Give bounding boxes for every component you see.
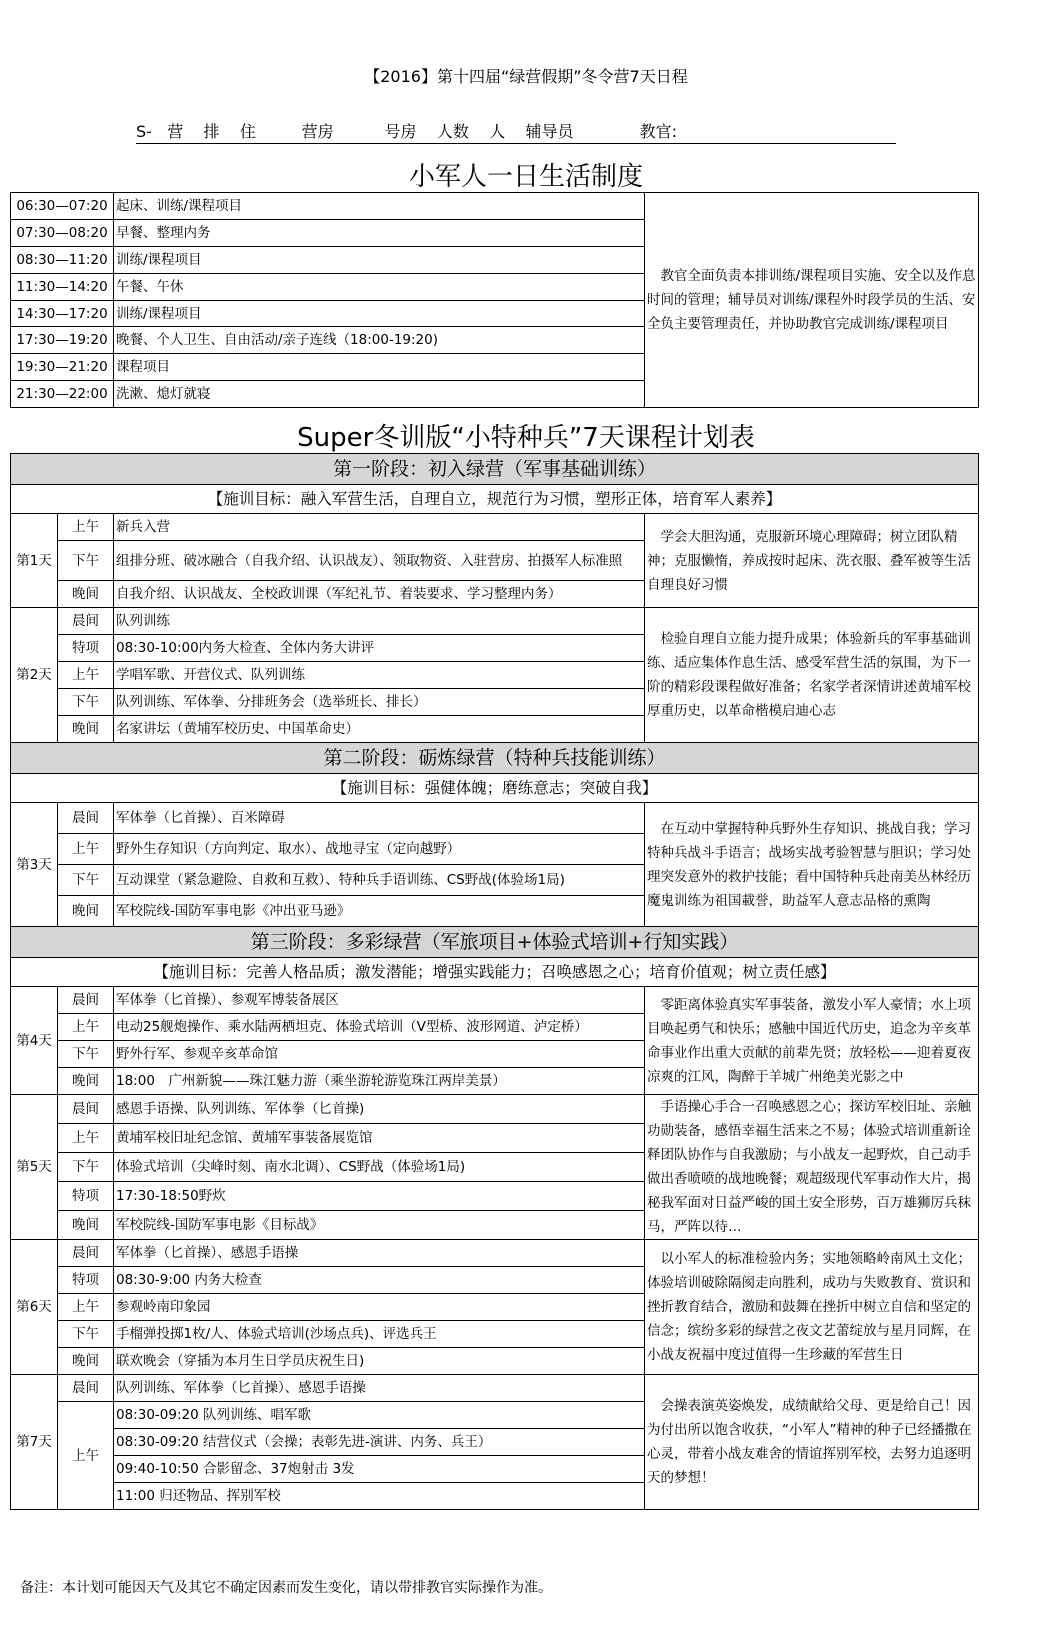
schedule-activity: 训练/课程项目: [114, 300, 645, 327]
slot-label: 晚间: [58, 896, 114, 927]
slot-label: 晚间: [58, 716, 114, 743]
schedule-time: 19:30—21:20: [11, 354, 114, 381]
plan-activity: 组排分班、破冰融合（自我介绍、认识战友）、领取物资、入驻营房、拍摄军人标准照: [114, 541, 645, 581]
plan-activity: 互动课堂（紧急避险、自救和互救）、特种兵手语训练、CS野战(体验场1局): [114, 865, 645, 896]
plan-activity: 队列训练: [114, 608, 645, 635]
slot-label: 上午: [58, 1402, 114, 1510]
slot-label: 特项: [58, 1267, 114, 1294]
slot-label: 晚间: [58, 581, 114, 608]
plan-row: [11, 987, 979, 1014]
day-description: 以小军人的标准检验内务；实地领略岭南风土文化；体验培训破除隔阂走向胜利，成功与失败教育、赏识和挫折教育结合，激励和鼓舞在挫折中树立自信和坚定的信念；缤纷多彩的绿营之夜文艺蕾绽放与星月同辉，在小战友祝福中度过值得一生珍藏的军营生日: [645, 1240, 979, 1375]
plan-row: [11, 1095, 979, 1124]
day-label: 第5天: [11, 1095, 58, 1240]
schedule-time: 17:30—19:20: [11, 327, 114, 354]
day-description: 检验自理自立能力提升成果；体验新兵的军事基础训练、适应集体作息生活、感受军营生活的氛围，为下一阶的精彩段课程做好准备；名家学者深情讲述黄埔军校厚重历史，以革命楷模启迪心志: [645, 608, 979, 743]
plan-activity: 野外生存知识（方向判定、取水）、战地寻宝（定向越野）: [114, 834, 645, 865]
plan-activity: 感恩手语操、队列训练、军体拳（匕首操): [114, 1095, 645, 1124]
day-label: 第3天: [11, 803, 58, 927]
schedule-time: 08:30—11:20: [11, 246, 114, 273]
schedule-time: 07:30—08:20: [11, 219, 114, 246]
plan-row: [11, 608, 979, 635]
plan-activity: 17:30-18:50野炊: [114, 1182, 645, 1211]
course-plan-table: [10, 453, 979, 1510]
slot-label: 下午: [58, 541, 114, 581]
day-description: 零距离体验真实军事装备，激发小军人豪情；水上项目唤起勇气和快乐；感触中国近代历史，追念为辛亥革命事业作出重大贡献的前辈先贤；放轻松——迎着夏夜凉爽的江风，陶醉于羊城广州绝美光影之中: [645, 987, 979, 1095]
plan-activity: 新兵入营: [114, 514, 645, 541]
schedule-time: 11:30—14:20: [11, 273, 114, 300]
plan-activity: 野外行军、参观辛亥革命馆: [114, 1041, 645, 1068]
slot-label: 晚间: [58, 1348, 114, 1375]
phase-row: [11, 743, 979, 774]
camp-info-line: S- 营 排 住 营房 号房 人数 人 辅导员 教官:: [136, 123, 896, 144]
day-label: 第7天: [11, 1375, 58, 1510]
day-label: 第1天: [11, 514, 58, 608]
phase-goal-row: [11, 485, 979, 514]
slot-label: 晚间: [58, 1068, 114, 1095]
schedule-activity: 午餐、午休: [114, 273, 645, 300]
plan-activity: 电动25舰炮操作、乘水陆两栖坦克、体验式培训（V型桥、波形网道、泸定桥）: [114, 1014, 645, 1041]
schedule-activity: 洗漱、熄灯就寝: [114, 381, 645, 408]
day-label: 第4天: [11, 987, 58, 1095]
schedule-activity: 晚餐、个人卫生、自由活动/亲子连线（18:00-19:20): [114, 327, 645, 354]
schedule-activity: 课程项目: [114, 354, 645, 381]
day-description: 在互动中掌握特种兵野外生存知识、挑战自我；学习特种兵战斗手语言；战场实战考验智慧与胆识；学习处理突发意外的救护技能；看中国特种兵赴南美丛林经历魔鬼训练为祖国載誉，助益军人意志品格的熏陶: [645, 803, 979, 927]
plan-activity: 军校院线-国防军事电影《目标战》: [114, 1211, 645, 1240]
daily-schedule-table: [10, 192, 979, 408]
plan-activity: 08:30-9:00 内务大检查: [114, 1267, 645, 1294]
phase-goal: 【施训目标：强健体魄；磨练意志；突破自我】: [11, 774, 979, 803]
phase-goal-row: [11, 774, 979, 803]
plan-activity: 队列训练、军体拳、分排班务会（选举班长、排长）: [114, 689, 645, 716]
phase-title: 第三阶段：多彩绿营（军旅项目+体验式培训+行知实践）: [11, 927, 979, 958]
plan-activity: 08:30-10:00内务大检查、全体内务大讲评: [114, 635, 645, 662]
plan-activity: 18:00 广州新貌——珠江魅力游（乘坐游轮游览珠江两岸美景）: [114, 1068, 645, 1095]
page-title: 【2016】第十四届“绿营假期”冬令营7天日程: [364, 67, 688, 86]
slot-label: 下午: [58, 1321, 114, 1348]
plan-activity: 名家讲坛（黄埔军校历史、中国革命史）: [114, 716, 645, 743]
plan-activity: 08:30-09:20 队列训练、唱军歌: [114, 1402, 645, 1429]
slot-label: 特项: [58, 1182, 114, 1211]
day-description: 手语操心手合一召唤感恩之心；探访军校旧址、亲触功勋装备，感悟幸福生活来之不易；体验式培训重新诠释团队协作与自我激励；与小战友一起野炊，自己动手做出香喷喷的战地晚餐；观超级现代军事动作大片，揭秘我军面对日益严峻的国土安全形势，百万雄狮厉兵秣马，严阵以待…: [645, 1095, 979, 1240]
day-description: 学会大胆沟通，克服新环境心理障碍；树立团队精神；克服懒惰，养成按时起床、洗衣服、叠军被等生活自理良好习惯: [645, 514, 979, 608]
slot-label: 上午: [58, 662, 114, 689]
phase-row: [11, 927, 979, 958]
plan-row: [11, 803, 979, 834]
daily-schedule-title: 小军人一日生活制度: [408, 162, 643, 192]
plan-activity: 11:00 归还物品、挥别军校: [114, 1483, 645, 1510]
plan-activity: 手榴弹投掷1枚/人、体验式培训(沙场点兵)、评选兵王: [114, 1321, 645, 1348]
slot-label: 下午: [58, 689, 114, 716]
slot-label: 晨间: [58, 987, 114, 1014]
slot-label: 上午: [58, 1124, 114, 1153]
slot-label: 晨间: [58, 803, 114, 834]
plan-activity: 08:30-09:20 结营仪式（会操；表彰先进-演讲、内务、兵王）: [114, 1429, 645, 1456]
slot-label: 下午: [58, 865, 114, 896]
slot-label: 下午: [58, 1153, 114, 1182]
schedule-activity: 训练/课程项目: [114, 246, 645, 273]
schedule-activity: 起床、训练/课程项目: [114, 193, 645, 220]
schedule-description: 教官全面负责本排训练/课程项目实施、安全以及作息时间的管理；辅导员对训练/课程外时段学员的生活、安全负主要管理责任，并协助教官完成训练/课程项目: [645, 193, 979, 408]
schedule-time: 14:30—17:20: [11, 300, 114, 327]
slot-label: 晨间: [58, 608, 114, 635]
plan-activity: 军体拳（匕首操）、百米障碍: [114, 803, 645, 834]
plan-activity: 黄埔军校旧址纪念馆、黄埔军事装备展览馆: [114, 1124, 645, 1153]
plan-activity: 参观岭南印象园: [114, 1294, 645, 1321]
day-description: 会操表演英姿焕发，成绩献给父母、更是给自己！因为付出所以饱含收获，“小军人”精神的种子已经播撒在心灵，带着小战友难舍的情谊挥别军校，去努力追逐明天的梦想！: [645, 1375, 979, 1510]
schedule-activity: 早餐、整理内务: [114, 219, 645, 246]
schedule-time: 06:30—07:20: [11, 193, 114, 220]
plan-row: [11, 1240, 979, 1267]
slot-label: 上午: [58, 834, 114, 865]
phase-goal: 【施训目标：完善人格品质；激发潜能；增强实践能力；召唤感恩之心；培育价值观；树立责任感】: [11, 958, 979, 987]
phase-row: [11, 454, 979, 485]
slot-label: 晨间: [58, 1240, 114, 1267]
slot-label: 上午: [58, 514, 114, 541]
plan-activity: 队列训练、军体拳（匕首操）、感恩手语操: [114, 1375, 645, 1402]
plan-activity: 军体拳（匕首操）、参观军博装备展区: [114, 987, 645, 1014]
phase-goal-row: [11, 958, 979, 987]
phase-title: 第一阶段：初入绿营（军事基础训练）: [11, 454, 979, 485]
slot-label: 特项: [58, 635, 114, 662]
slot-label: 晚间: [58, 1211, 114, 1240]
plan-row: [11, 1375, 979, 1402]
phase-title: 第二阶段：砺炼绿营（特种兵技能训练）: [11, 743, 979, 774]
plan-activity: 军校院线-国防军事电影《冲出亚马逊》: [114, 896, 645, 927]
plan-activity: 体验式培训（尖峰时刻、南水北调）、CS野战（体验场1局): [114, 1153, 645, 1182]
plan-activity: 联欢晚会（穿插为本月生日学员庆祝生日): [114, 1348, 645, 1375]
plan-activity: 09:40-10:50 合影留念、37炮射击 3发: [114, 1456, 645, 1483]
plan-activity: 自我介绍、认识战友、全校政训课（军纪礼节、着装要求、学习整理内务）: [114, 581, 645, 608]
slot-label: 上午: [58, 1014, 114, 1041]
slot-label: 晨间: [58, 1095, 114, 1124]
slot-label: 上午: [58, 1294, 114, 1321]
day-label: 第6天: [11, 1240, 58, 1375]
course-plan-title: Super冬训版“小特种兵”7天课程计划表: [297, 423, 755, 453]
schedule-time: 21:30—22:00: [11, 381, 114, 408]
plan-activity: 军体拳（匕首操）、感恩手语操: [114, 1240, 645, 1267]
plan-row: [11, 514, 979, 541]
plan-activity: 学唱军歌、开营仪式、队列训练: [114, 662, 645, 689]
day-label: 第2天: [11, 608, 58, 743]
phase-goal: 【施训目标：融入军营生活，自理自立，规范行为习惯，塑形正体，培育军人素养】: [11, 485, 979, 514]
footer-note: 备注：本计划可能因天气及其它不确定因素而发生变化，请以带排教官实际操作为准。: [20, 1580, 552, 1596]
schedule-row: [11, 193, 979, 220]
slot-label: 晨间: [58, 1375, 114, 1402]
slot-label: 下午: [58, 1041, 114, 1068]
